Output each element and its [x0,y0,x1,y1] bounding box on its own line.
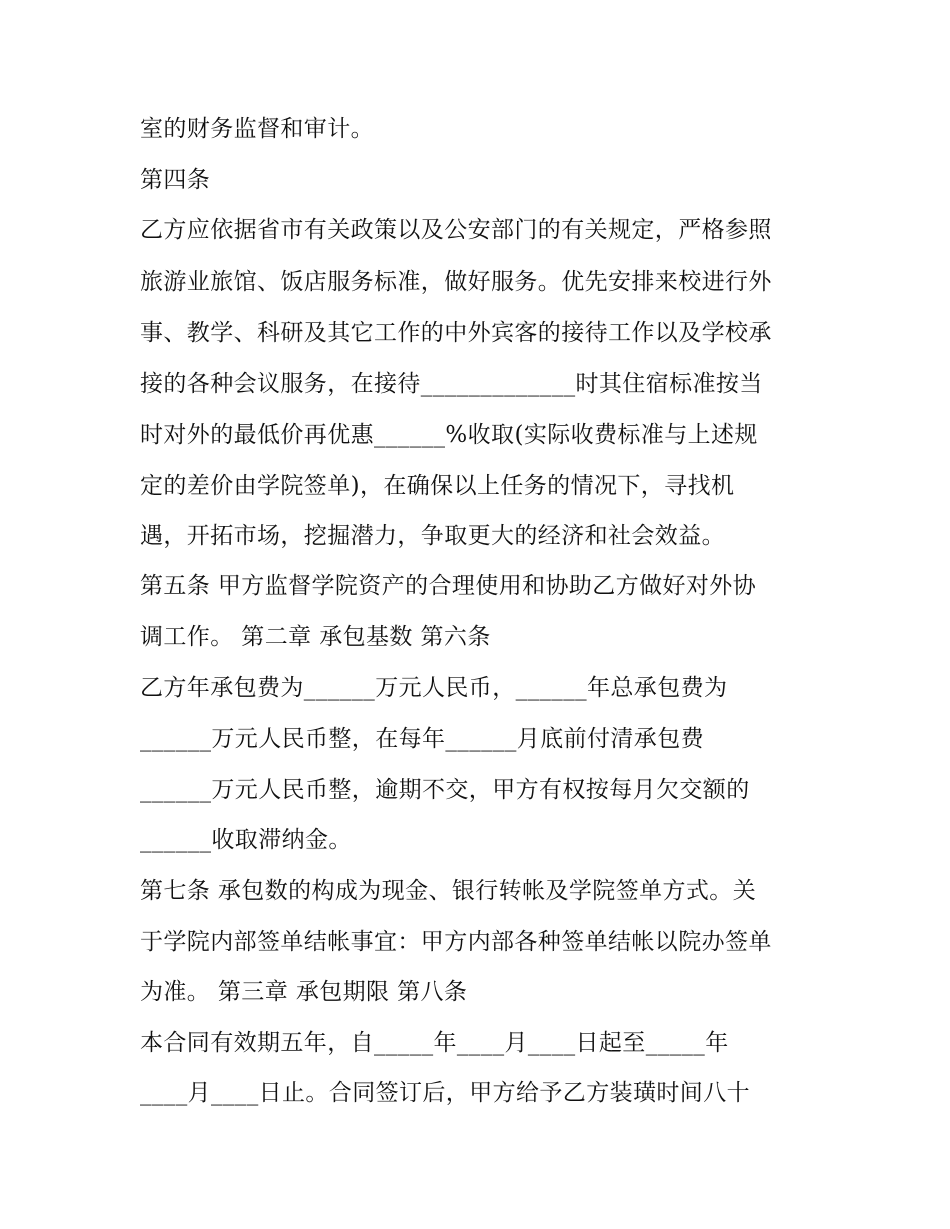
text-line: 第四条 [140,167,211,193]
text-line: 室的财务监督和审计。 [140,116,374,142]
text-line: 于学院内部签单结帐事宜：甲方内部各种签单结帐以院办签单 [140,929,772,955]
text-line: 第五条 甲方监督学院资产的合理使用和协助乙方做好对外协 [140,573,757,599]
text-line: 本合同有效期五年，自_____年____月____日起至_____年 [140,1030,729,1056]
text-line: ____月____日止。合同签订后，甲方给予乙方装璜时间八十 [140,1080,750,1106]
text-line: 接的各种会议服务，在接待_____________时其住宿标准按当 [140,371,763,397]
text-line: ______万元人民币整，逾期不交，甲方有权按每月欠交额的 [140,777,750,803]
text-line: 为准。 第三章 承包期限 第八条 [140,979,468,1005]
text-line: ______万元人民币整，在每年______月底前付清承包费 [140,726,704,752]
text-line: 定的差价由学院签单)，在确保以上任务的情况下，寻找机 [140,473,735,499]
text-line: 旅游业旅馆、饭店服务标准，做好服务。优先安排来校进行外 [140,269,772,295]
text-line: 时对外的最低价再优惠______%收取(实际收费标准与上述规 [140,422,758,448]
text-line: 调工作。 第二章 承包基数 第六条 [140,624,491,650]
text-line: 遇，开拓市场，挖掘潜力，争取更大的经济和社会效益。 [140,523,725,549]
text-line: 事、教学、科研及其它工作的中外宾客的接待工作以及学校承 [140,320,772,346]
text-line: ______收取滞纳金。 [140,827,352,853]
text-line: 第七条 承包数的构成为现金、银行转帐及学院签单方式。关 [140,878,757,904]
text-line: 乙方年承包费为______万元人民币，______年总承包费为 [140,675,728,701]
text-line: 乙方应依据省市有关政策以及公安部门的有关规定，严格参照 [140,217,772,243]
